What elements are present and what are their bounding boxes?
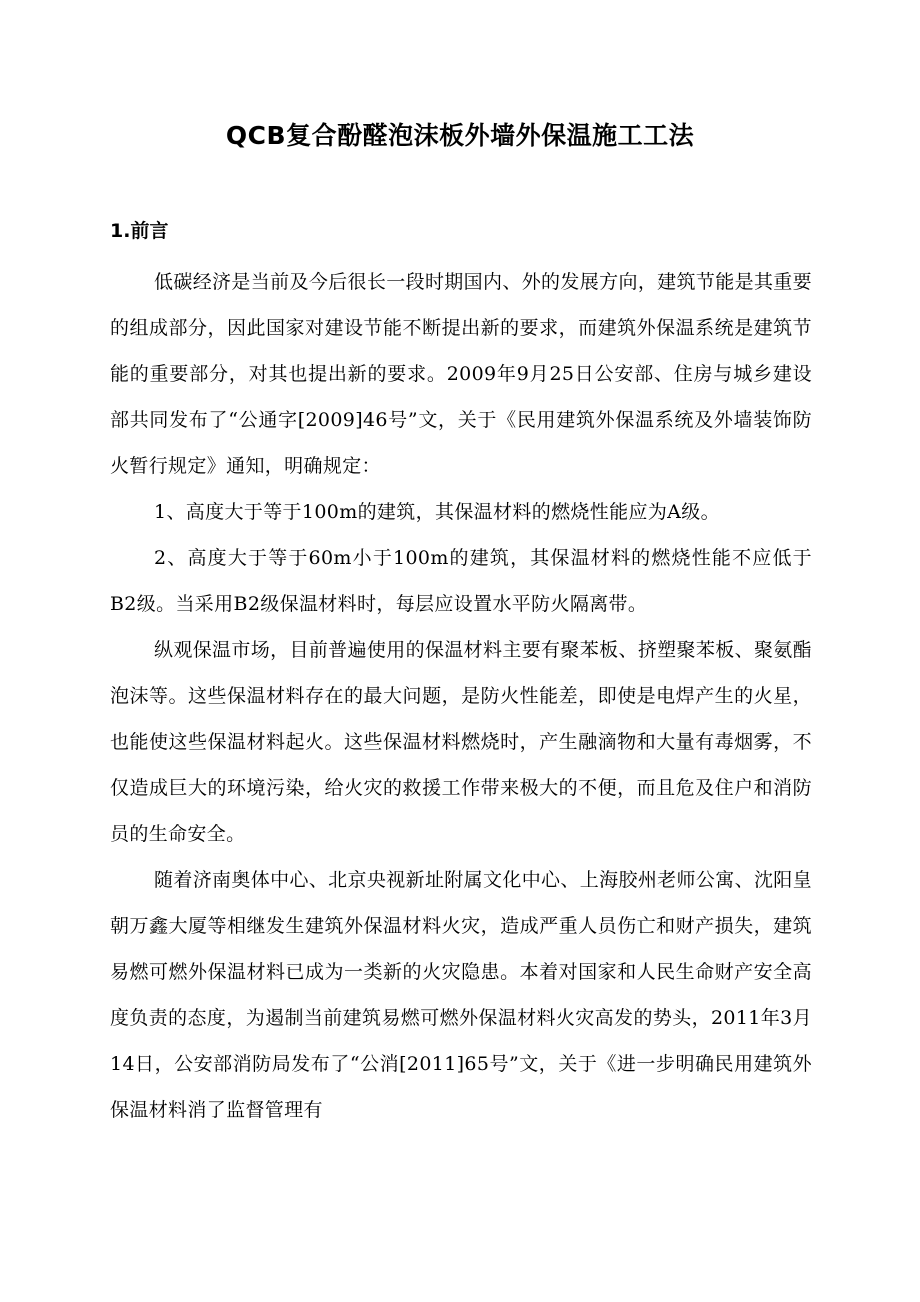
paragraph-intro: 低碳经济是当前及今后很长一段时期国内、外的发展方向，建筑节能是其重要的组成部分，因此国家对建设节能不断提出新的要求，而建筑外保温系统是建筑节能的重要部分，对其也提出新的要求。2009年9月25日公安部、住房与城乡建设部共同发布了“公通字[2009]46号”文，关于《民用建筑外保温系统及外墙装饰防火暂行规定》通知，明确规定：: [110, 271, 812, 477]
paragraph-rule-2: 2、高度大于等于60m小于100m的建筑，其保温材料的燃烧性能不应低于B2级。当采用B2级保温材料时，每层应设置水平防火隔离带。: [110, 547, 812, 615]
paragraph-fires: 随着济南奥体中心、北京央视新址附属文化中心、上海胶州老师公寓、沈阳皇朝万鑫大厦等相继发生建筑外保温材料火灾，造成严重人员伤亡和财产损失，建筑易燃可燃外保温材料已成为一类新的火灾隐患。本着对国家和人民生命财产安全高度负责的态度，为遏制当前建筑易燃可燃外保温材料火灾高发的势头，2011年3月14日，公安部消防局发布了“公消[2011]65号”文，关于《进一步明确民用建筑外保温材料消了监督管理有: [110, 869, 812, 1121]
document-title: QCB复合酚醛泡沫板外墙外保温施工工法: [225, 121, 695, 150]
section-heading: 1.前言: [110, 220, 169, 242]
paragraph-market: 纵观保温市场，目前普遍使用的保温材料主要有聚苯板、挤塑聚苯板、聚氨酯泡沫等。这些保温材料存在的最大问题，是防火性能差，即使是电焊产生的火星，也能使这些保温材料起火。这些保温材料燃烧时，产生融滴物和大量有毒烟雾，不仅造成巨大的环境污染，给火灾的救援工作带来极大的不便，而且危及住户和消防员的生命安全。: [110, 639, 812, 845]
paragraph-rule-1: 1、高度大于等于100m的建筑，其保温材料的燃烧性能应为A级。: [154, 501, 720, 523]
body-text: [110, 259, 812, 1133]
